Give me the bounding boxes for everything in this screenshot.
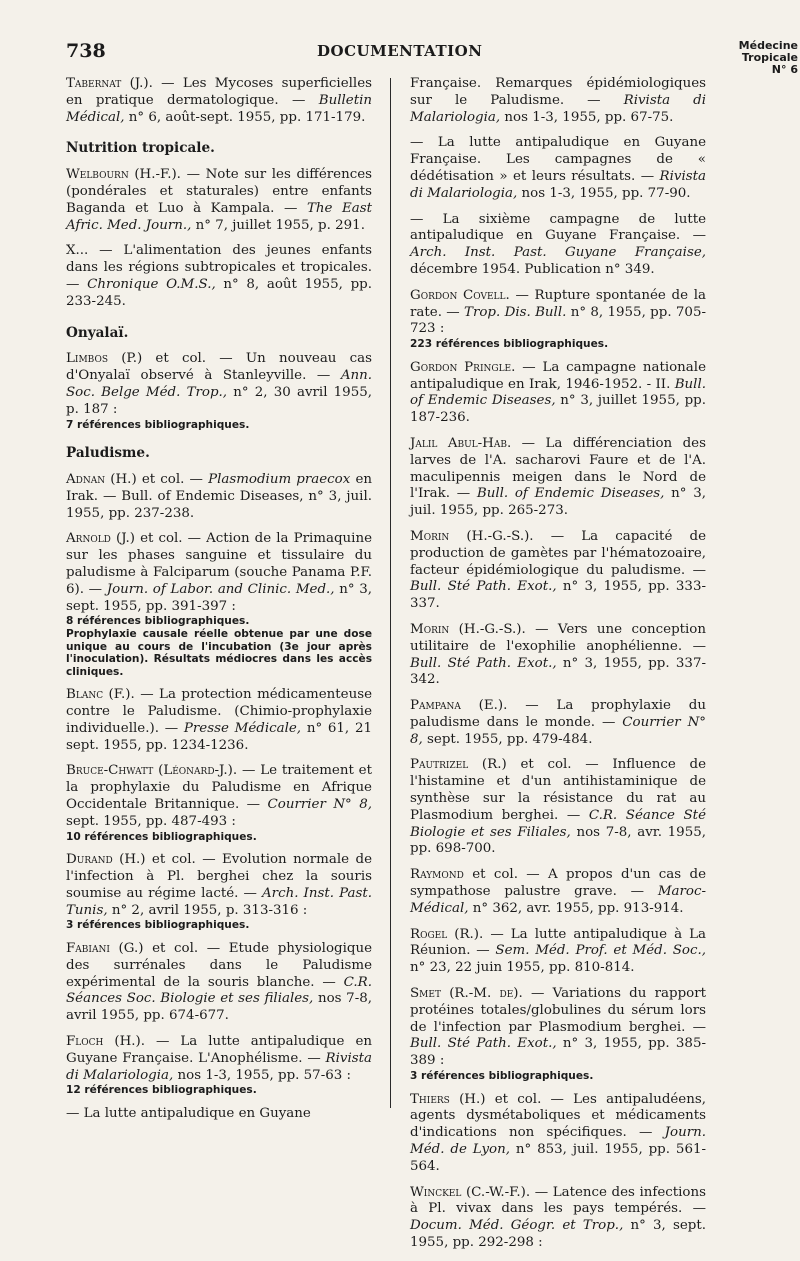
entry-author: Floch (H.).	[66, 1034, 145, 1050]
entry-author: Winckel (C.-W.-F.).	[410, 1184, 531, 1200]
entry-author: Jalil Abul-Hab.	[410, 435, 512, 451]
entry-text: — La protection médicamenteuse contre le Paludisme. (Chimio-prophylaxie individuelle.). —	[66, 687, 372, 736]
bibliography-entry	[410, 360, 706, 427]
entry-reference: sept. 1955, pp. 479-484.	[422, 731, 593, 747]
bibliography-entry	[66, 852, 372, 932]
entry-text: — Note sur les différences (pondérales et staturales) entre enfants Baganda et Luo à Kampala. —	[66, 167, 372, 216]
entry-journal: Sem. Méd. Prof. et Méd. Soc.,	[495, 943, 706, 959]
entry-author: Durand (H.)	[66, 852, 146, 868]
entry-reference: nos 1-3, 1955, pp. 67-75.	[500, 109, 674, 125]
entry-reference: n° 362, avr. 1955, pp. 913-914.	[468, 900, 684, 916]
entry-reference: n° 8, août 1955, pp. 233-245.	[66, 276, 373, 309]
bibliography-entry	[66, 76, 372, 126]
entry-journal: Bull. of Endemic Diseases,	[476, 486, 665, 502]
entry-journal: Rivista di Malariologia,	[410, 168, 706, 201]
entry-text: — L'alimentation des jeunes enfants dans les régions subtropicales et tropicales. —	[66, 243, 372, 292]
entry-text: et col. — Influence de l'histamine et d'un antihistaminique de synthèse sur la résistance du rat au Plasmodium berghei. —	[410, 757, 706, 823]
right-column	[410, 76, 706, 1261]
entry-reference: n° 61, 21 sept. 1955, pp. 1234-1236.	[66, 720, 372, 753]
entry-reference: en Irak. — Bull. of Endemic Diseases, n° 3, juil. 1955, pp. 237-238.	[66, 471, 372, 521]
entry-reference: n° 3, sept. 1955, pp. 292-298 :	[410, 1218, 706, 1250]
bibliography-entry	[410, 927, 706, 977]
entry-journal: Journ. of Labor. and Clinic. Med.,	[106, 581, 335, 597]
bibliography-entry	[66, 1106, 372, 1123]
entry-reference-count: 12 références bibliographiques.	[66, 1084, 257, 1097]
entry-journal: Journ. Méd. de Lyon,	[410, 1125, 706, 1158]
bibliography-entry	[410, 622, 706, 689]
entry-author: Morin (H.-G.-S.).	[410, 621, 526, 637]
entry-author: Thiers (H.)	[410, 1091, 486, 1107]
entry-text: — La prophylaxie du paludisme dans le monde. —	[410, 698, 707, 730]
bibliography-entry	[410, 757, 706, 858]
entry-author: Bruce-Chwatt (Léonard-J.).	[66, 763, 238, 779]
entry-journal: Bull. Sté Path. Exot.,	[410, 655, 557, 671]
entry-author: Limbos (P.)	[66, 351, 143, 367]
bibliography-entry	[410, 212, 706, 279]
entry-reference: n° 3, 1955, pp. 333-337.	[410, 579, 706, 612]
entry-journal: Docum. Méd. Géogr. et Trop.,	[410, 1218, 624, 1234]
entry-reference: n° 23, 22 juin 1955, pp. 810-814.	[410, 960, 635, 976]
entry-text: — La capacité de production de gamètes par l'hématozoaire, facteur épidémiologique du paludisme. —	[410, 528, 707, 578]
entry-reference-count: 223 références bibliographiques.	[410, 338, 609, 351]
entry-author: Adnan (H.)	[66, 471, 137, 487]
entry-author: Gordon Pringle.	[410, 359, 516, 375]
entry-author: Morin (H.-G.-S.).	[410, 528, 534, 544]
entry-journal: Arch. Inst. Past. Guyane Française,	[410, 245, 706, 261]
bibliography-entry	[410, 1092, 706, 1176]
entry-text: — Vers une conception utilitaire de l'exophilie anophélienne. —	[410, 621, 706, 654]
entry-text: — La sixième campagne de lutte antipaludique en Guyane Française. —	[410, 211, 706, 244]
entry-reference: n° 3, sept. 1955, pp. 391-397 :	[66, 581, 372, 614]
entry-reference: n° 3, 1955, pp. 385-389 :	[410, 1036, 706, 1069]
entry-reference: nos 7-8, avril 1955, pp. 674-677.	[66, 991, 372, 1024]
entry-text: — La lutte antipaludique en Guyane Française. Les campagnes de « dédétisation » et leurs résultats. —	[410, 135, 706, 184]
bibliography-entry	[66, 472, 372, 522]
entry-reference: n° 6, août-sept. 1955, pp. 171-179.	[124, 109, 366, 125]
entry-reference: n° 3, 1955, pp. 337-342.	[410, 655, 706, 688]
entry-reference-count: 8 références bibliographiques.	[66, 615, 250, 628]
section-heading: Onyalaï.	[66, 324, 129, 341]
entry-journal: Chronique O.M.S.,	[87, 276, 216, 292]
bibliography-entry	[410, 436, 706, 520]
entry-journal: The East Afric. Med. Journ.,	[66, 200, 373, 233]
entry-reference-count: 3 références bibliographiques.	[66, 919, 250, 932]
entry-author: Smet (R.-M. de).	[410, 986, 523, 1002]
entry-reference: nos 1-3, 1955, pp. 57-63 :	[173, 1067, 352, 1083]
entry-journal: Bull. Sté Path. Exot.,	[410, 1036, 557, 1052]
entry-reference: décembre 1954. Publication n° 349.	[410, 261, 655, 277]
entry-text: et col. — Evolution normale de l'infection à Pl. berghei chez la souris soumise au régime lacté. —	[66, 852, 372, 901]
journal-section-label	[726, 40, 798, 76]
left-column	[66, 76, 372, 1132]
entry-journal: Bulletin Médical,	[66, 92, 372, 125]
entry-author: Pautrizel (R.)	[410, 757, 507, 773]
entry-reference-count: 10 références bibliographiques.	[66, 830, 257, 843]
entry-text: et col. — Action de la Primaquine sur les phases sanguine et tissulaire du paludisme à Falciparum (souche Panama P.F. 6). —	[66, 531, 372, 597]
bibliography-entry	[410, 867, 706, 917]
entry-journal: Bull. Sté Path. Exot.,	[410, 579, 557, 595]
entry-author: Pampana (E.).	[410, 698, 508, 714]
column-divider	[390, 78, 391, 1108]
entry-text: — La campagne nationale antipaludique en Irak, 1946-1952. - II.	[410, 359, 706, 392]
entry-text: et col. — Etude physiologique des surrénales dans le Paludisme expérimental de la souris blanche. —	[66, 941, 372, 990]
entry-text: — Le traitement et la prophylaxie du Paludisme en Afrique Occidentale Britannique. —	[66, 763, 372, 813]
entry-journal: Plasmodium praecox	[208, 471, 351, 487]
entry-text: Française. Remarques épidémiologiques sur le Paludisme. —	[410, 76, 706, 108]
entry-author: Fabiani (G.)	[66, 941, 144, 957]
entry-reference: n° 2, 30 avril 1955, p. 187 :	[66, 384, 372, 417]
entry-reference: nos 7-8, avr. 1955, pp. 698-700.	[410, 824, 706, 857]
entry-author: Raymond	[410, 867, 464, 883]
bibliography-entry	[66, 243, 372, 310]
entry-author: Blanc (F.).	[66, 687, 135, 703]
entry-summary: Prophylaxie causale réelle obtenue par une dose unique au cours de l'incubation (3e jour après l'inoculation). Résultats médiocres dans les accès cliniques.	[66, 627, 372, 678]
bibliography-entry	[410, 529, 706, 613]
bibliography-entry	[410, 698, 706, 748]
entry-author: Gordon Covell.	[410, 287, 510, 303]
entry-reference: n° 3, juil. 1955, pp. 265-273.	[410, 486, 706, 519]
entry-text: et col. — Les antipaludéens, agents dysmétaboliques et médicaments d'indications non spécifiques. —	[410, 1091, 706, 1141]
bibliography-entry	[410, 135, 706, 202]
side-label-line: Médecine	[738, 39, 798, 52]
entry-text: — La lutte antipaludique en Guyane Française. L'Anophélisme. —	[66, 1034, 372, 1066]
bibliography-entry	[410, 76, 706, 126]
entry-reference: n° 7, juillet 1955, p. 291.	[191, 217, 365, 233]
entry-reference: n° 3, juillet 1955, pp. 187-236.	[410, 393, 706, 426]
entry-author: Tabernat (J.).	[66, 76, 153, 91]
entry-text: — La lutte antipaludique en Guyane	[66, 1106, 311, 1121]
bibliography-entry	[66, 531, 372, 678]
bibliography-entry	[66, 941, 372, 1025]
entry-journal: Maroc-Médical,	[410, 884, 706, 916]
bibliography-entry	[410, 986, 706, 1083]
entry-text: — Variations du rapport protéines totales/globulines du sérum lors de l'infection par Plasmodium berghei. —	[410, 986, 706, 1035]
entry-journal: C.R. Séances Soc. Biologie et ses filiales,	[66, 974, 372, 1007]
page-title: DOCUMENTATION	[317, 42, 483, 60]
entry-reference: sept. 1955, pp. 487-493 :	[66, 813, 236, 829]
entry-reference-count: 3 références bibliographiques.	[410, 1070, 594, 1083]
entry-journal: Ann. Soc. Belge Méd. Trop.,	[66, 368, 372, 400]
entry-journal: C.R. Séance Sté Biologie et ses Filiales,	[410, 807, 706, 840]
bibliography-entry	[66, 1034, 372, 1097]
entry-reference: n° 8, 1955, pp. 705-723 :	[410, 304, 706, 337]
entry-text: — Les Mycoses superficielles en pratique dermatologique. —	[66, 76, 372, 108]
entry-journal: Rivista di Malariologia,	[66, 1050, 372, 1083]
bibliography-entry	[66, 167, 372, 234]
entry-text: et col. —	[136, 471, 209, 487]
page-number: 738	[66, 40, 106, 62]
side-label-line: N° 6	[771, 63, 798, 76]
bibliography-entry	[66, 351, 372, 431]
entry-reference-count: 7 références bibliographiques.	[66, 418, 250, 431]
entry-journal: Trop. Dis. Bull.	[464, 304, 567, 320]
entry-text: — Rupture spontanée de la rate. —	[410, 287, 706, 320]
entry-journal: Presse Médicale,	[183, 720, 302, 736]
bibliography-entry	[410, 288, 706, 351]
bibliography-entry	[66, 687, 372, 754]
bibliography-entry	[410, 1185, 706, 1252]
entry-reference: n° 853, juil. 1955, pp. 561-564.	[410, 1142, 707, 1174]
entry-author: X...	[66, 243, 89, 259]
entry-author: Rogel (R.).	[410, 926, 484, 942]
entry-text: et col. — Un nouveau cas d'Onyalaï observé à Stanleyville. —	[66, 351, 372, 384]
side-label-line: Tropicale	[741, 51, 798, 64]
entry-author: Arnold (J.)	[66, 531, 135, 547]
entry-reference: n° 2, avril 1955, p. 313-316 :	[107, 902, 308, 918]
entry-text: et col. — A propos d'un cas de sympathose palustre grave. —	[410, 867, 706, 900]
entry-author: Welbourn (H.-F.).	[66, 167, 181, 183]
entry-journal: Arch. Inst. Past. Tunis,	[66, 885, 372, 918]
entry-journal: Rivista di Malariologia,	[410, 92, 706, 125]
bibliography-entry	[66, 763, 372, 843]
entry-text: — La lutte antipaludique à La Réunion. —	[410, 926, 707, 959]
entry-text: — Latence des infections à Pl. vivax dans les pays tempérés. —	[410, 1184, 706, 1217]
entry-reference: nos 1-3, 1955, pp. 77-90.	[517, 185, 691, 201]
entry-journal: Bull. of Endemic Diseases,	[410, 376, 706, 409]
entry-text: — La différenciation des larves de l'A. sacharovi Faure et de l'A. maculipennis meigen dans le Nord de l'Irak. —	[410, 435, 706, 502]
section-heading: Nutrition tropicale.	[66, 140, 215, 157]
entry-journal: Courrier N° 8,	[410, 714, 706, 747]
section-heading: Paludisme.	[66, 445, 150, 462]
entry-journal: Courrier N° 8,	[267, 797, 372, 813]
